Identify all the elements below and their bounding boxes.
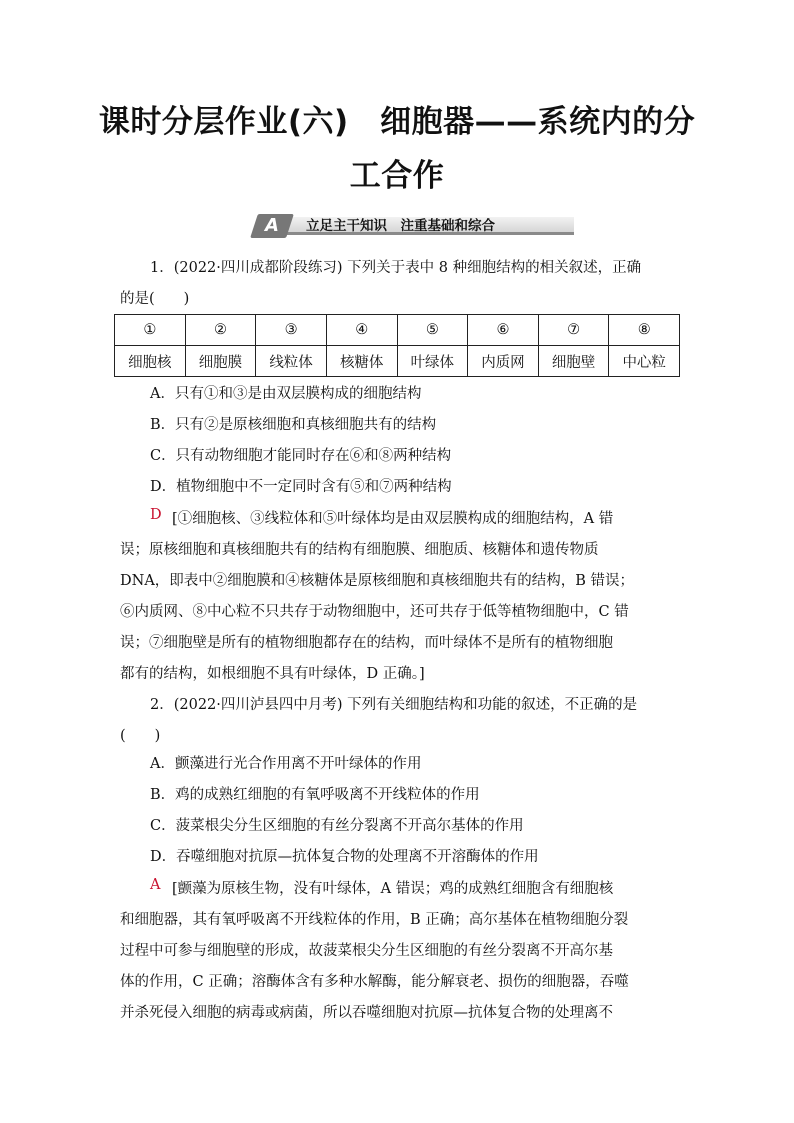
table-row [115,315,680,346]
q1-explanation-line: 误；原核细胞和真核细胞共有的结构有细胞膜、细胞质、核糖体和遗传物质 [120,542,599,558]
table-cell: 内质网 [468,346,539,377]
table-cell: 细胞壁 [538,346,609,377]
q1-explanation-line: [①细胞核、③线粒体和⑤叶绿体均是由双层膜构成的细胞结构，A 错 [172,511,614,527]
table-cell: 中心粒 [609,346,680,377]
q1-stem-line-1: 1．(2022·四川成都阶段练习) 下列关于表中 8 种细胞结构的相关叙述，正确 [150,260,642,276]
table-cell: ⑤ [397,315,468,346]
table-cell: ⑥ [468,315,539,346]
q1-answer-letter: D [150,507,162,523]
banner-letter: A [265,215,279,236]
q2-stem-line-1: 2．(2022·四川泸县四中月考) 下列有关细胞结构和功能的叙述，不正确的是 [150,697,638,713]
table-cell: 细胞核 [115,346,186,377]
q2-stem-line-2: ( ) [120,728,161,744]
table-row [115,346,680,377]
table-cell: ① [115,315,186,346]
table-cell: ⑧ [609,315,680,346]
q1-structure-table [114,314,680,377]
table-cell: 核糖体 [326,346,397,377]
q1-explanation-line: 都有的结构，如根细胞不具有叶绿体，D 正确。] [120,666,425,682]
q1-stem-line-2: 的是( ) [120,291,190,307]
page-title-line-1: 课时分层作业(六) 细胞器——系统内的分 [98,104,696,140]
q2-option-c: C．菠菜根尖分生区细胞的有丝分裂离不开高尔基体的作用 [150,818,524,834]
q1-option-a: A．只有①和③是由双层膜构成的细胞结构 [150,386,422,402]
q2-option-b: B．鸡的成熟红细胞的有氧呼吸离不开线粒体的作用 [150,787,480,803]
q1-option-b: B．只有②是原核细胞和真核细胞共有的结构 [150,417,437,433]
q1-explanation-line: 误；⑦细胞壁是所有的植物细胞都存在的结构，而叶绿体不是所有的植物细胞 [120,635,613,651]
table-cell: ⑦ [538,315,609,346]
table-cell: 叶绿体 [397,346,468,377]
banner-text: 立足主干知识 注重基础和综合 [306,218,495,234]
page-title-line-2: 工合作 [349,158,445,194]
q1-explanation-line: ⑥内质网、⑧中心粒不只共存于动物细胞中，还可共存于低等植物细胞中，C 错 [120,604,629,620]
banner-letter-badge [250,214,294,238]
q1-explanation-line: DNA，即表中②细胞膜和④核糖体是原核细胞和真核细胞共有的结构，B 错误； [120,573,635,589]
table-cell: ③ [256,315,327,346]
table-cell: ② [185,315,256,346]
table-cell: ④ [326,315,397,346]
q2-answer-letter: A [150,877,161,893]
q2-explanation-line: 体的作用，C 正确；溶酶体含有多种水解酶，能分解衰老、损伤的细胞器，吞噬 [120,974,629,990]
q2-explanation-line: 并杀死侵入细胞的病毒或病菌，所以吞噬细胞对抗原—抗体复合物的处理离不 [120,1005,613,1021]
q2-option-d: D．吞噬细胞对抗原—抗体复合物的处理离不开溶酶体的作用 [150,849,539,865]
section-banner [254,214,576,238]
q2-explanation-line: 过程中可参与细胞壁的形成，故菠菜根尖分生区细胞的有丝分裂离不开高尔基 [120,943,613,959]
q2-explanation-line: 和细胞器，其有氧呼吸离不开线粒体的作用，B 正确；高尔基体在植物细胞分裂 [120,912,629,928]
table-cell: 线粒体 [256,346,327,377]
q2-option-a: A．颤藻进行光合作用离不开叶绿体的作用 [150,756,422,772]
q2-explanation-line: [颤藻为原核生物，没有叶绿体，A 错误；鸡的成熟红细胞含有细胞核 [172,881,614,897]
table-cell: 细胞膜 [185,346,256,377]
q1-option-c: C．只有动物细胞才能同时存在⑥和⑧两种结构 [150,448,452,464]
q1-option-d: D．植物细胞中不一定同时含有⑤和⑦两种结构 [150,479,452,495]
